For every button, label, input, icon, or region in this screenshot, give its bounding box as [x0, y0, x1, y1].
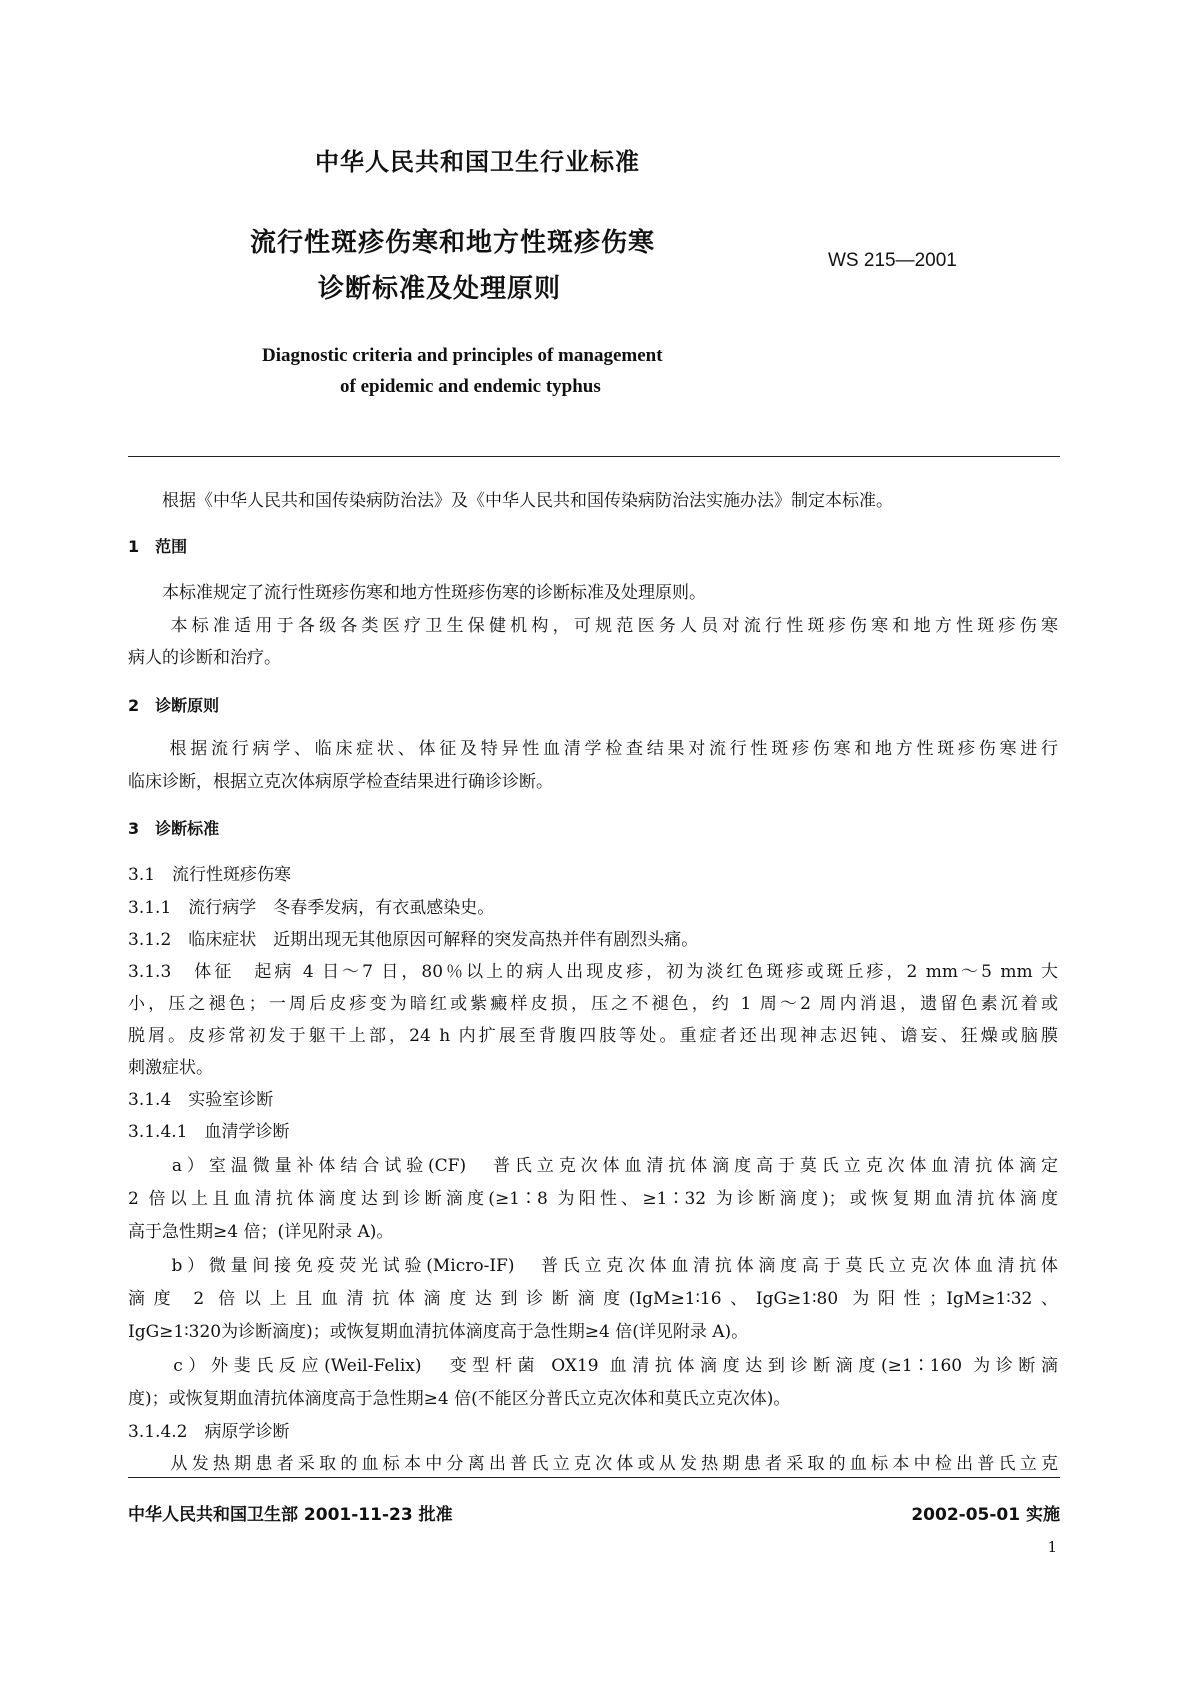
text-line: 3.1.3 体征 起病 4 日～7 日，80％以上的病人出现皮疹，初为淡红色斑疹或斑丘疹，2 mm～5 mm 大	[128, 962, 1058, 982]
text-line: 高于急性期≥4 倍；(详见附录 A)。	[128, 1222, 394, 1242]
text-line: 滴度 2 倍以上且血清抗体滴度达到诊断滴度(IgM≥1∶16、IgG≥1∶80 为阳性；IgM≥1∶32、	[128, 1289, 1058, 1309]
text-line: 3.1.1 流行病学 冬春季发病，有衣虱感染史。	[128, 898, 495, 918]
english-title-line-2: of epidemic and endemic typhus	[340, 376, 601, 397]
text-line: 3.1 流行性斑疹伤寒	[128, 865, 292, 885]
text-line: 小，压之褪色；一周后皮疹变为暗红或紫癜样皮损，压之不褪色，约 1 周～2 周内消退，遗留色素沉着或	[128, 994, 1058, 1014]
approval-date: 中华人民共和国卫生部 2001-11-23 批准	[128, 1505, 453, 1525]
text-line: 脱屑。皮疹常初发于躯干上部，24 h 内扩展至背腹四肢等处。重症者还出现神志迟钝、谵妄、狂燥或脑膜	[128, 1026, 1058, 1046]
section-heading: 2 诊断原则	[128, 696, 220, 715]
text-line: 刺激症状。	[128, 1058, 213, 1078]
standard-type: 中华人民共和国卫生行业标准	[315, 148, 640, 176]
footer-divider	[128, 1477, 1060, 1478]
text-line: c）外斐氏反应(Weil-Felix) 变型杆菌 OX19 血清抗体滴度达到诊断滴度(≥1∶160 为诊断滴	[128, 1356, 1058, 1376]
text-line: 病人的诊断和治疗。	[128, 648, 281, 668]
page-number: 1	[1047, 1538, 1057, 1556]
text-line: 根据流行病学、临床症状、体征及特异性血清学检查结果对流行性斑疹伤寒和地方性斑疹伤寒进行	[128, 739, 1058, 759]
text-line: a）室温微量补体结合试验(CF) 普氏立克次体血清抗体滴度高于莫氏立克次体血清抗体滴定	[128, 1156, 1058, 1176]
text-line: 3.1.4.1 血清学诊断	[128, 1122, 290, 1142]
section-heading: 3 诊断标准	[128, 819, 220, 838]
text-line: 3.1.4.2 病原学诊断	[128, 1422, 290, 1442]
text-line: 从发热期患者采取的血标本中分离出普氏立克次体或从发热期患者采取的血标本中检出普氏立克	[128, 1454, 1058, 1474]
text-line: IgG≥1∶320为诊断滴度)；或恢复期血清抗体滴度高于急性期≥4 倍(详见附录 A)。	[128, 1322, 749, 1342]
text-line: 临床诊断，根据立克次体病原学检查结果进行确诊诊断。	[128, 772, 553, 792]
text-line: 根据《中华人民共和国传染病防治法》及《中华人民共和国传染病防治法实施办法》制定本标准。	[128, 491, 893, 511]
standard-code: WS 215—2001	[828, 250, 957, 271]
text-line: 度)；或恢复期血清抗体滴度高于急性期≥4 倍(不能区分普氏立克次体和莫氏立克次体)。	[128, 1389, 791, 1409]
header-divider	[128, 456, 1060, 457]
english-title-line-1: Diagnostic criteria and principles of management	[262, 345, 663, 366]
text-line: 2 倍以上且血清抗体滴度达到诊断滴度(≥1∶8 为阳性、≥1∶32 为诊断滴度)；或恢复期血清抗体滴度	[128, 1189, 1058, 1209]
text-line: 本标准适用于各级各类医疗卫生保健机构，可规范医务人员对流行性斑疹伤寒和地方性斑疹伤寒	[128, 616, 1058, 636]
text-line: 3.1.2 临床症状 近期出现无其他原因可解释的突发高热并伴有剧烈头痛。	[128, 930, 699, 950]
section-heading: 1 范围	[128, 537, 188, 556]
title-line-2: 诊断标准及处理原则	[318, 274, 562, 304]
title-line-1: 流行性斑疹伤寒和地方性斑疹伤寒	[250, 228, 656, 258]
effective-date: 2002-05-01 实施	[911, 1505, 1060, 1525]
text-line: b）微量间接免疫荧光试验(Micro-IF) 普氏立克次体血清抗体滴度高于莫氏立克次体血清抗体	[128, 1256, 1058, 1276]
text-line: 3.1.4 实验室诊断	[128, 1090, 274, 1110]
text-line: 本标准规定了流行性斑疹伤寒和地方性斑疹伤寒的诊断标准及处理原则。	[128, 583, 706, 603]
